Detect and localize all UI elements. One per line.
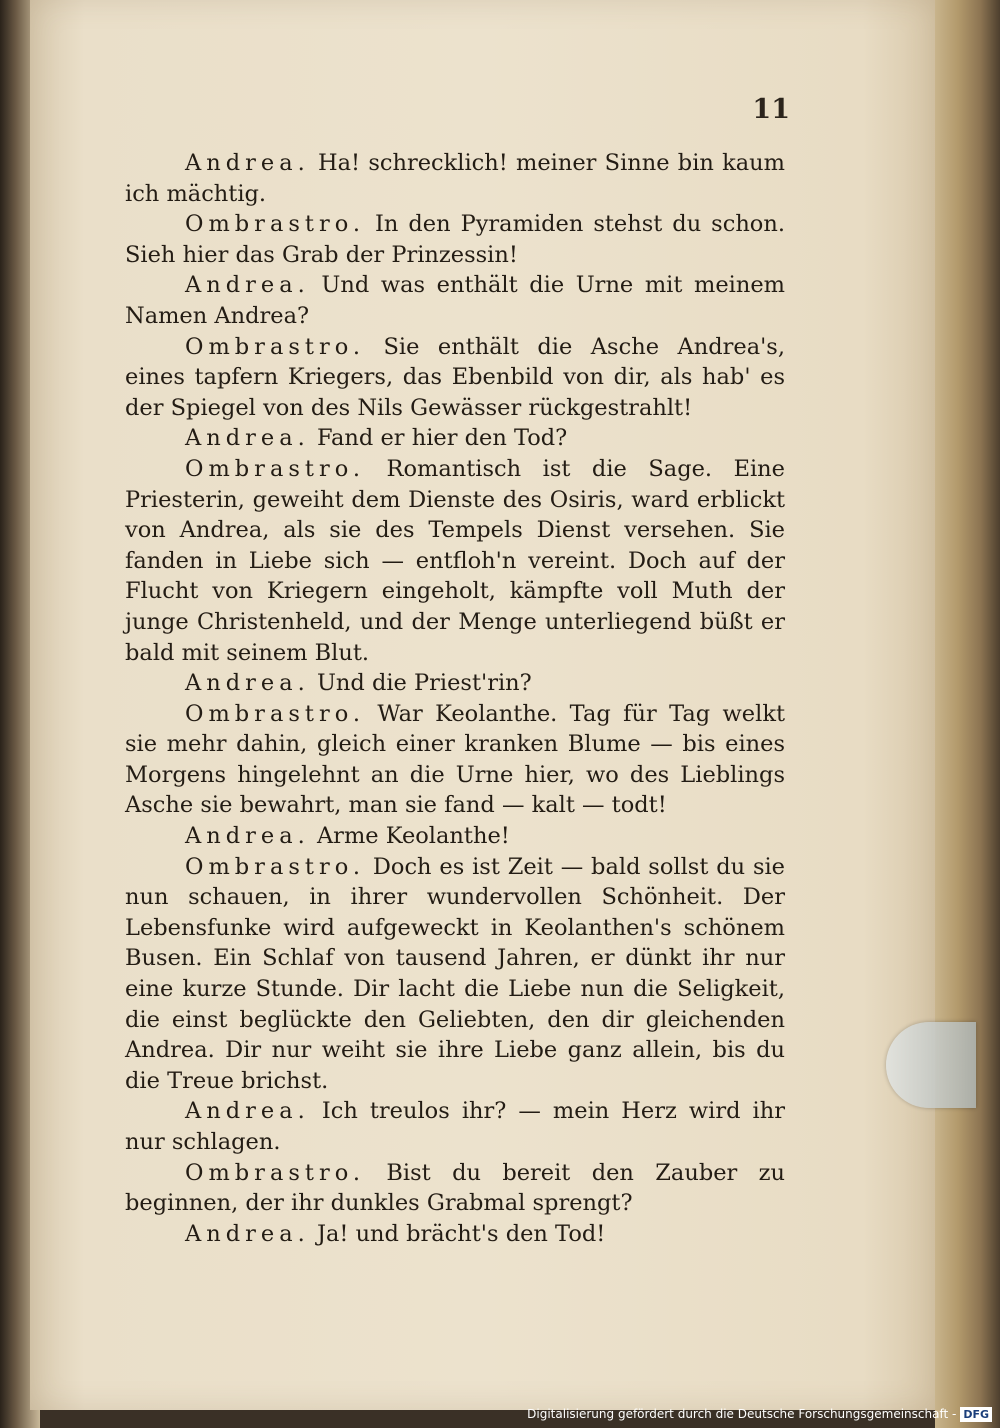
- dialogue-text: Fand er hier den Tod?: [316, 425, 568, 452]
- dialogue-text: In den Pyramiden stehst du schon. Sieh hier das Grab der Prinzessin!: [125, 211, 785, 268]
- speaker-name: Ombrastro.: [185, 211, 366, 238]
- speaker-name: Ombrastro.: [185, 700, 366, 727]
- dialogue-paragraph: [125, 1219, 785, 1250]
- dialogue-paragraph: [125, 1096, 785, 1157]
- speaker-name: Ombrastro.: [185, 333, 366, 360]
- speaker-name: Ombrastro.: [185, 455, 366, 482]
- dialogue-paragraph: [125, 270, 785, 331]
- footer-credit-text: Digitalisierung gefördert durch die Deutsche Forschungsgemeinschaft -: [527, 1407, 957, 1421]
- footer-credit: [527, 1402, 992, 1426]
- dialogue-paragraph: [125, 821, 785, 852]
- bookmark-tab: [886, 1022, 976, 1108]
- speaker-name: Andrea.: [185, 670, 310, 697]
- page-text: [125, 148, 785, 1249]
- dialogue-paragraph: [125, 699, 785, 821]
- dialogue-paragraph: [125, 454, 785, 668]
- dialogue-paragraph: [125, 852, 785, 1097]
- dialogue-text: Arme Keolanthe!: [316, 823, 510, 850]
- speaker-name: Andrea.: [185, 272, 310, 299]
- dialogue-paragraph: [125, 423, 785, 454]
- dialogue-text: Romantisch ist die Sage. Eine Priesterin, geweiht dem Dienste des Osiris, ward erblickt von Andrea, als sie des Tempels Dienst versehen. Sie fanden in Liebe sich — entfloh'n vereint. Doch auf der Flucht von Kriegern eingeholt, kämpfte voll Muth der junge Christenheld, und der Menge unterliegend büßt er bald mit seinem Blut.: [125, 455, 785, 666]
- speaker-name: Ombrastro.: [185, 853, 366, 880]
- dialogue-text: Doch es ist Zeit — bald sollst du sie nun schauen, in ihrer wundervollen Schönheit. Der Lebensfunke wird aufgeweckt in Keolanthen's schönem Busen. Ein Schlaf von tausend Jahren, er dünkt ihr nur eine kurze Stunde. Dir lacht die Liebe nun die Seligkeit, die einst beglückte den Geliebten, den dir gleichenden Andrea. Dir nur weiht sie ihre Liebe ganz allein, bis du die Treue brichst.: [125, 853, 786, 1094]
- dialogue-text: Ja! und brächt's den Tod!: [316, 1220, 606, 1247]
- speaker-name: Andrea.: [185, 823, 310, 850]
- dialogue-text: Ha! schrecklich! meiner Sinne bin kaum ich mächtig.: [125, 150, 785, 207]
- dialogue-text: Bist du bereit den Zauber zu beginnen, der ihr dunkles Grabmal sprengt?: [125, 1159, 786, 1217]
- dialogue-text: Sie enthält die Asche Andrea's, eines tapfern Kriegers, das Ebenbild von dir, als hab' es der Spiegel von des Nils Gewässer rückgestrahlt!: [125, 333, 786, 421]
- dialogue-paragraph: [125, 332, 785, 424]
- speaker-name: Andrea.: [185, 150, 310, 176]
- speaker-name: Andrea.: [185, 1220, 310, 1247]
- speaker-name: Andrea.: [185, 1098, 310, 1125]
- dialogue-paragraph: [125, 1158, 785, 1219]
- dialogue-text: Und die Priest'rin?: [316, 670, 532, 697]
- dialogue-text: Und was enthält die Urne mit meinem Namen Andrea?: [125, 272, 785, 329]
- dfg-logo: DFG: [960, 1407, 992, 1422]
- speaker-name: Andrea.: [185, 425, 310, 452]
- dialogue-paragraph: [125, 148, 785, 209]
- dialogue-text: Ich treulos ihr? — mein Herz wird ihr nur schlagen.: [125, 1098, 786, 1155]
- dialogue-paragraph: [125, 209, 785, 270]
- book-right-edge: [935, 0, 1000, 1428]
- page-number: 11: [752, 94, 790, 125]
- dialogue-paragraph: [125, 668, 785, 699]
- speaker-name: Ombrastro.: [185, 1159, 366, 1186]
- dialogue-text: War Keolanthe. Tag für Tag welkt sie mehr dahin, gleich einer kranken Blume — bis eines Morgens hingelehnt an die Urne hier, wo des Lieblings Asche sie bewahrt, man sie fand — kalt — todt!: [125, 700, 785, 819]
